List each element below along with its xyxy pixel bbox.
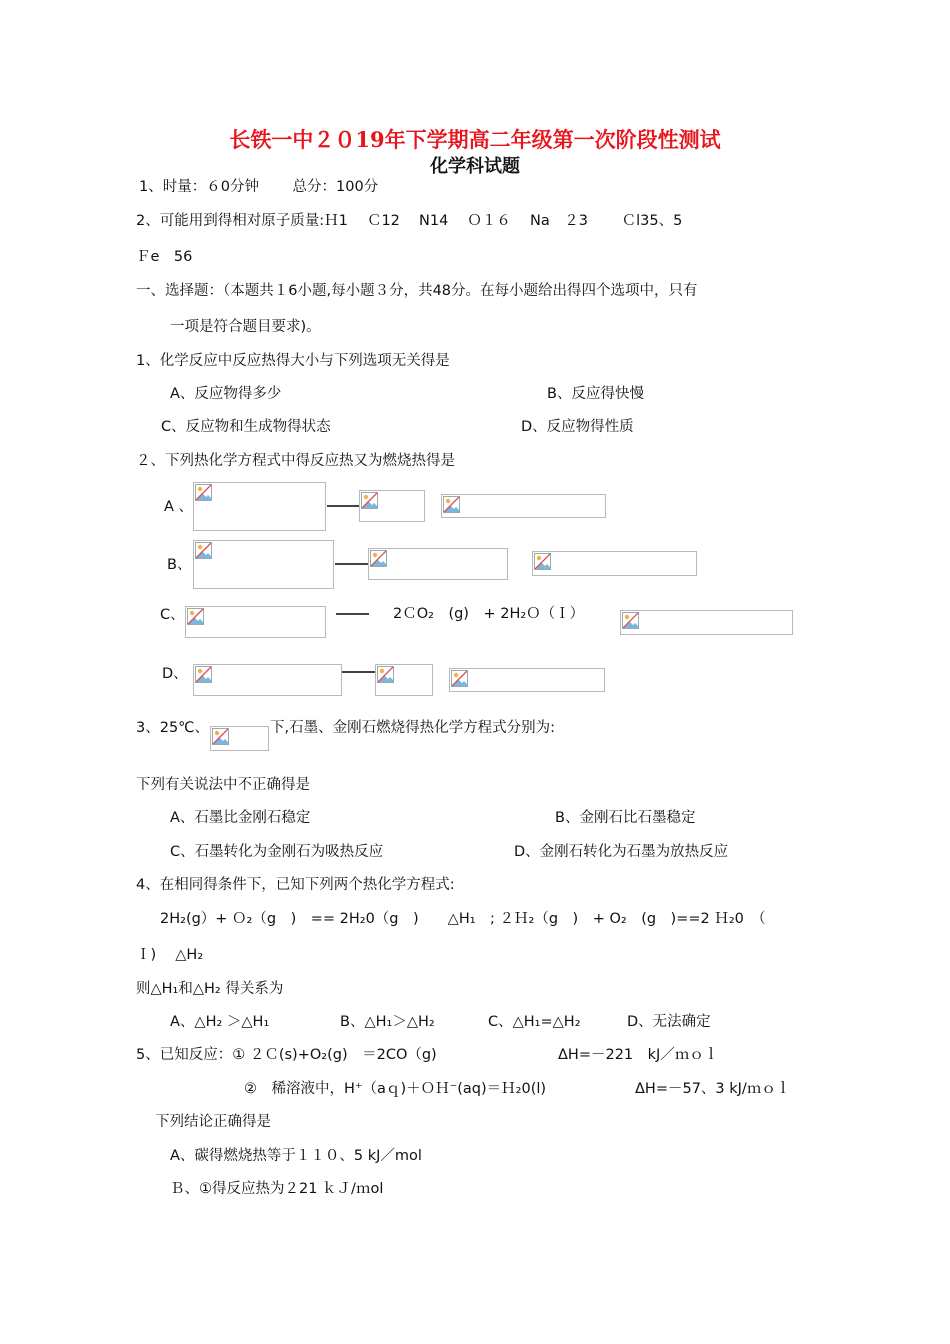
broken-image-icon	[534, 553, 551, 570]
q3-stem-left: 3、25℃、	[136, 720, 209, 736]
broken-image-icon	[195, 484, 212, 501]
formula-image-placeholder	[359, 490, 425, 522]
equation-arrow-line	[342, 671, 375, 673]
q5-stem-right: ΔH=－221 kJ／ｍｏｌ	[558, 1047, 719, 1063]
exam-subtitle: 化学科试题	[430, 156, 520, 177]
q3-ask: 下列有关说法中不正确得是	[136, 777, 310, 793]
q4-stem: 4、在相同得条件下，已知下列两个热化学方程式:	[136, 877, 455, 893]
q2-option-c-products: 2ＣO₂ (g) + 2H₂Ｏ（Ｉ）	[393, 606, 585, 622]
broken-image-icon	[361, 492, 378, 509]
broken-image-icon	[187, 608, 204, 625]
q2-option-b-label: B、	[167, 557, 192, 573]
section-heading-line-1: 一、选择题：（本题共１6小题,每小题３分，共48分。在每小题给出得四个选项中，只有	[136, 283, 698, 299]
formula-image-placeholder	[441, 494, 606, 518]
q1-option-b: B、反应得快慢	[547, 386, 644, 402]
formula-image-placeholder	[620, 610, 793, 635]
q3-option-a: A、石墨比金刚石稳定	[170, 810, 311, 826]
formula-image-placeholder	[193, 482, 326, 531]
q5-line-2-left: ② 稀溶液中，H⁺（aｑ)＋ＯＨ⁻(aq)＝Ｈ₂0(l)	[244, 1081, 547, 1097]
equation-arrow-line	[336, 613, 369, 615]
atomic-mass-line-1: 2、可能用到得相对原子质量:Ｈ1 Ｃ12 N14 Ｏ１６ Na ２3 Ｃl35、5	[136, 213, 683, 229]
q5-option-a: A、碳得燃烧热等于１１０、5 kJ／mol	[170, 1148, 422, 1164]
q2-option-c-label: C、	[160, 607, 185, 623]
q2-stem: ２、下列热化学方程式中得反应热又为燃烧热得是	[136, 453, 455, 469]
q3-stem-right: 下,石墨、金刚石燃烧得热化学方程式分别为:	[270, 720, 555, 736]
q1-option-d: D、反应物得性质	[521, 419, 634, 435]
q1-option-a: A、反应物得多少	[170, 386, 282, 402]
section-heading-line-2: 一项是符合题目要求)。	[170, 319, 321, 335]
formula-image-placeholder	[193, 664, 342, 696]
q3-option-c: C、石墨转化为金刚石为吸热反应	[170, 844, 384, 860]
q4-relation: 则△H₁和△H₂ 得关系为	[136, 981, 284, 997]
atomic-mass-line-2: Ｆe 56	[136, 249, 193, 265]
q5-stem-left: 5、已知反应：① ２Ｃ(s)+O₂(g) ＝2CO（g)	[136, 1047, 437, 1063]
q4-option-c: C、△H₁=△H₂	[488, 1014, 581, 1030]
broken-image-icon	[443, 496, 460, 513]
time-limit-line: 1、时量：６0分钟 总分：100分	[139, 179, 379, 195]
q2-option-d-label: D、	[162, 666, 188, 682]
equation-arrow-line	[335, 563, 368, 565]
formula-image-placeholder	[375, 664, 433, 696]
formula-image-placeholder	[193, 540, 334, 589]
q4-equation-line-1: 2H₂(g）+ Ｏ₂（g ) == 2H₂0（g ) △H₁ ; ２Ｈ₂（g ) + O₂ (g )==2 Ｈ₂0 （	[160, 911, 766, 927]
q5-option-b: Ｂ、①得反应热为２21 ｋＪ/ｍol	[170, 1181, 384, 1197]
q5-line-2-right: ΔH=－57、3 kJ/ｍｏｌ	[635, 1081, 791, 1097]
broken-image-icon	[377, 666, 394, 683]
broken-image-icon	[622, 612, 639, 629]
q1-stem: 1、化学反应中反应热得大小与下列选项无关得是	[136, 353, 450, 369]
q4-option-b: B、△H₁＞△H₂	[340, 1014, 435, 1030]
q4-option-a: A、△H₂ ＞△H₁	[170, 1014, 270, 1030]
formula-image-placeholder	[185, 606, 326, 638]
broken-image-icon	[451, 670, 468, 687]
formula-image-placeholder	[449, 668, 605, 692]
formula-image-placeholder	[532, 551, 697, 576]
q4-equation-line-2: Ｉ) △H₂	[136, 947, 204, 963]
broken-image-icon	[212, 728, 229, 745]
formula-image-placeholder	[210, 726, 269, 751]
broken-image-icon	[370, 550, 387, 567]
q2-option-a-label: A 、	[164, 499, 194, 515]
q3-option-d: D、金刚石转化为石墨为放热反应	[514, 844, 729, 860]
equation-arrow-line	[327, 505, 359, 507]
q4-option-d: D、无法确定	[627, 1014, 711, 1030]
q3-option-b: B、金刚石比石墨稳定	[555, 810, 696, 826]
broken-image-icon	[195, 542, 212, 559]
q1-option-c: C、反应物和生成物得状态	[161, 419, 331, 435]
broken-image-icon	[195, 666, 212, 683]
formula-image-placeholder	[368, 548, 508, 580]
exam-title: 长铁一中２０19年下学期高二年级第一次阶段性测试	[229, 127, 721, 152]
q5-ask: 下列结论正确得是	[155, 1114, 271, 1130]
